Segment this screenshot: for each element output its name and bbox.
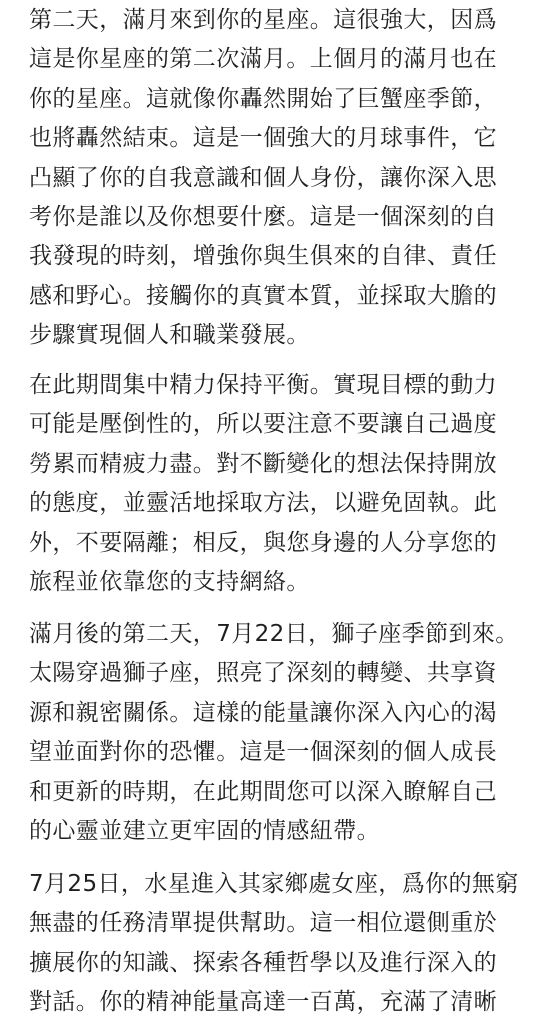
text-line: 第二天，滿月來到你的星座。這很強大，因爲 [29, 7, 497, 33]
paragraph-4 [29, 865, 519, 1023]
text-line: 擴展你的知識、探索各種哲學以及進行深入的 [29, 949, 497, 976]
paragraph-1 [29, 1, 497, 356]
text-line: 你的星座。這就像你轟然開始了巨蟹座季節， [29, 85, 497, 112]
text-line: 源和親密關係。這樣的能量讓你深入內心的渴 [29, 699, 497, 726]
text-line: 望並面對你的恐懼。這是一個深刻的個人成長 [29, 739, 497, 766]
text-line: 的態度，並靈活地採取方法，以避免固執。此 [29, 490, 497, 517]
text-line: 考你是誰以及你想要什麼。這是一個深刻的自 [29, 203, 497, 230]
text-line: 凸顯了你的自我意識和個人身份，讓你深入思 [29, 164, 497, 191]
text-line: 7月25日，水星進入其家鄉處女座，爲你的無窮 [29, 871, 519, 897]
text-line: 旅程並依靠您的支持網絡。 [29, 568, 310, 595]
paragraph-3 [29, 615, 519, 851]
text-line: 勞累而精疲力盡。對不斷變化的想法保持開放 [29, 450, 497, 477]
text-line: 可能是壓倒性的，所以要注意不要讓自己過度 [29, 411, 497, 438]
paragraph-2 [29, 366, 497, 602]
text-line: 外，不要隔離；相反，與您身邊的人分享您的 [29, 529, 497, 556]
text-line: 太陽穿過獅子座，照亮了深刻的轉變、共享資 [29, 660, 497, 687]
text-line: 滿月後的第二天，7月22日，獅子座季節到來。 [29, 621, 519, 647]
text-line: 步驟實現個人和職業發展。 [29, 322, 310, 349]
text-line: 這是你星座的第二次滿月。上個月的滿月也在 [29, 46, 497, 73]
text-line: 也將轟然結束。這是一個強大的月球事件，它 [29, 125, 497, 152]
text-line: 無盡的任務清單提供幫助。這一相位還側重於 [29, 910, 497, 937]
text-line: 我發現的時刻，增強你與生俱來的自律、責任 [29, 243, 497, 270]
text-line: 感和野心。接觸你的真實本質，並採取大膽的 [29, 282, 497, 309]
text-line: 在此期間集中精力保持平衡。實現目標的動力 [29, 372, 497, 398]
text-line: 的心靈並建立更牢固的情感紐帶。 [29, 817, 380, 844]
text-line: 對話。你的精神能量高達一百萬，充滿了清晰 [29, 989, 497, 1016]
text-line: 和更新的時期，在此期間您可以深入瞭解自己 [29, 778, 497, 805]
